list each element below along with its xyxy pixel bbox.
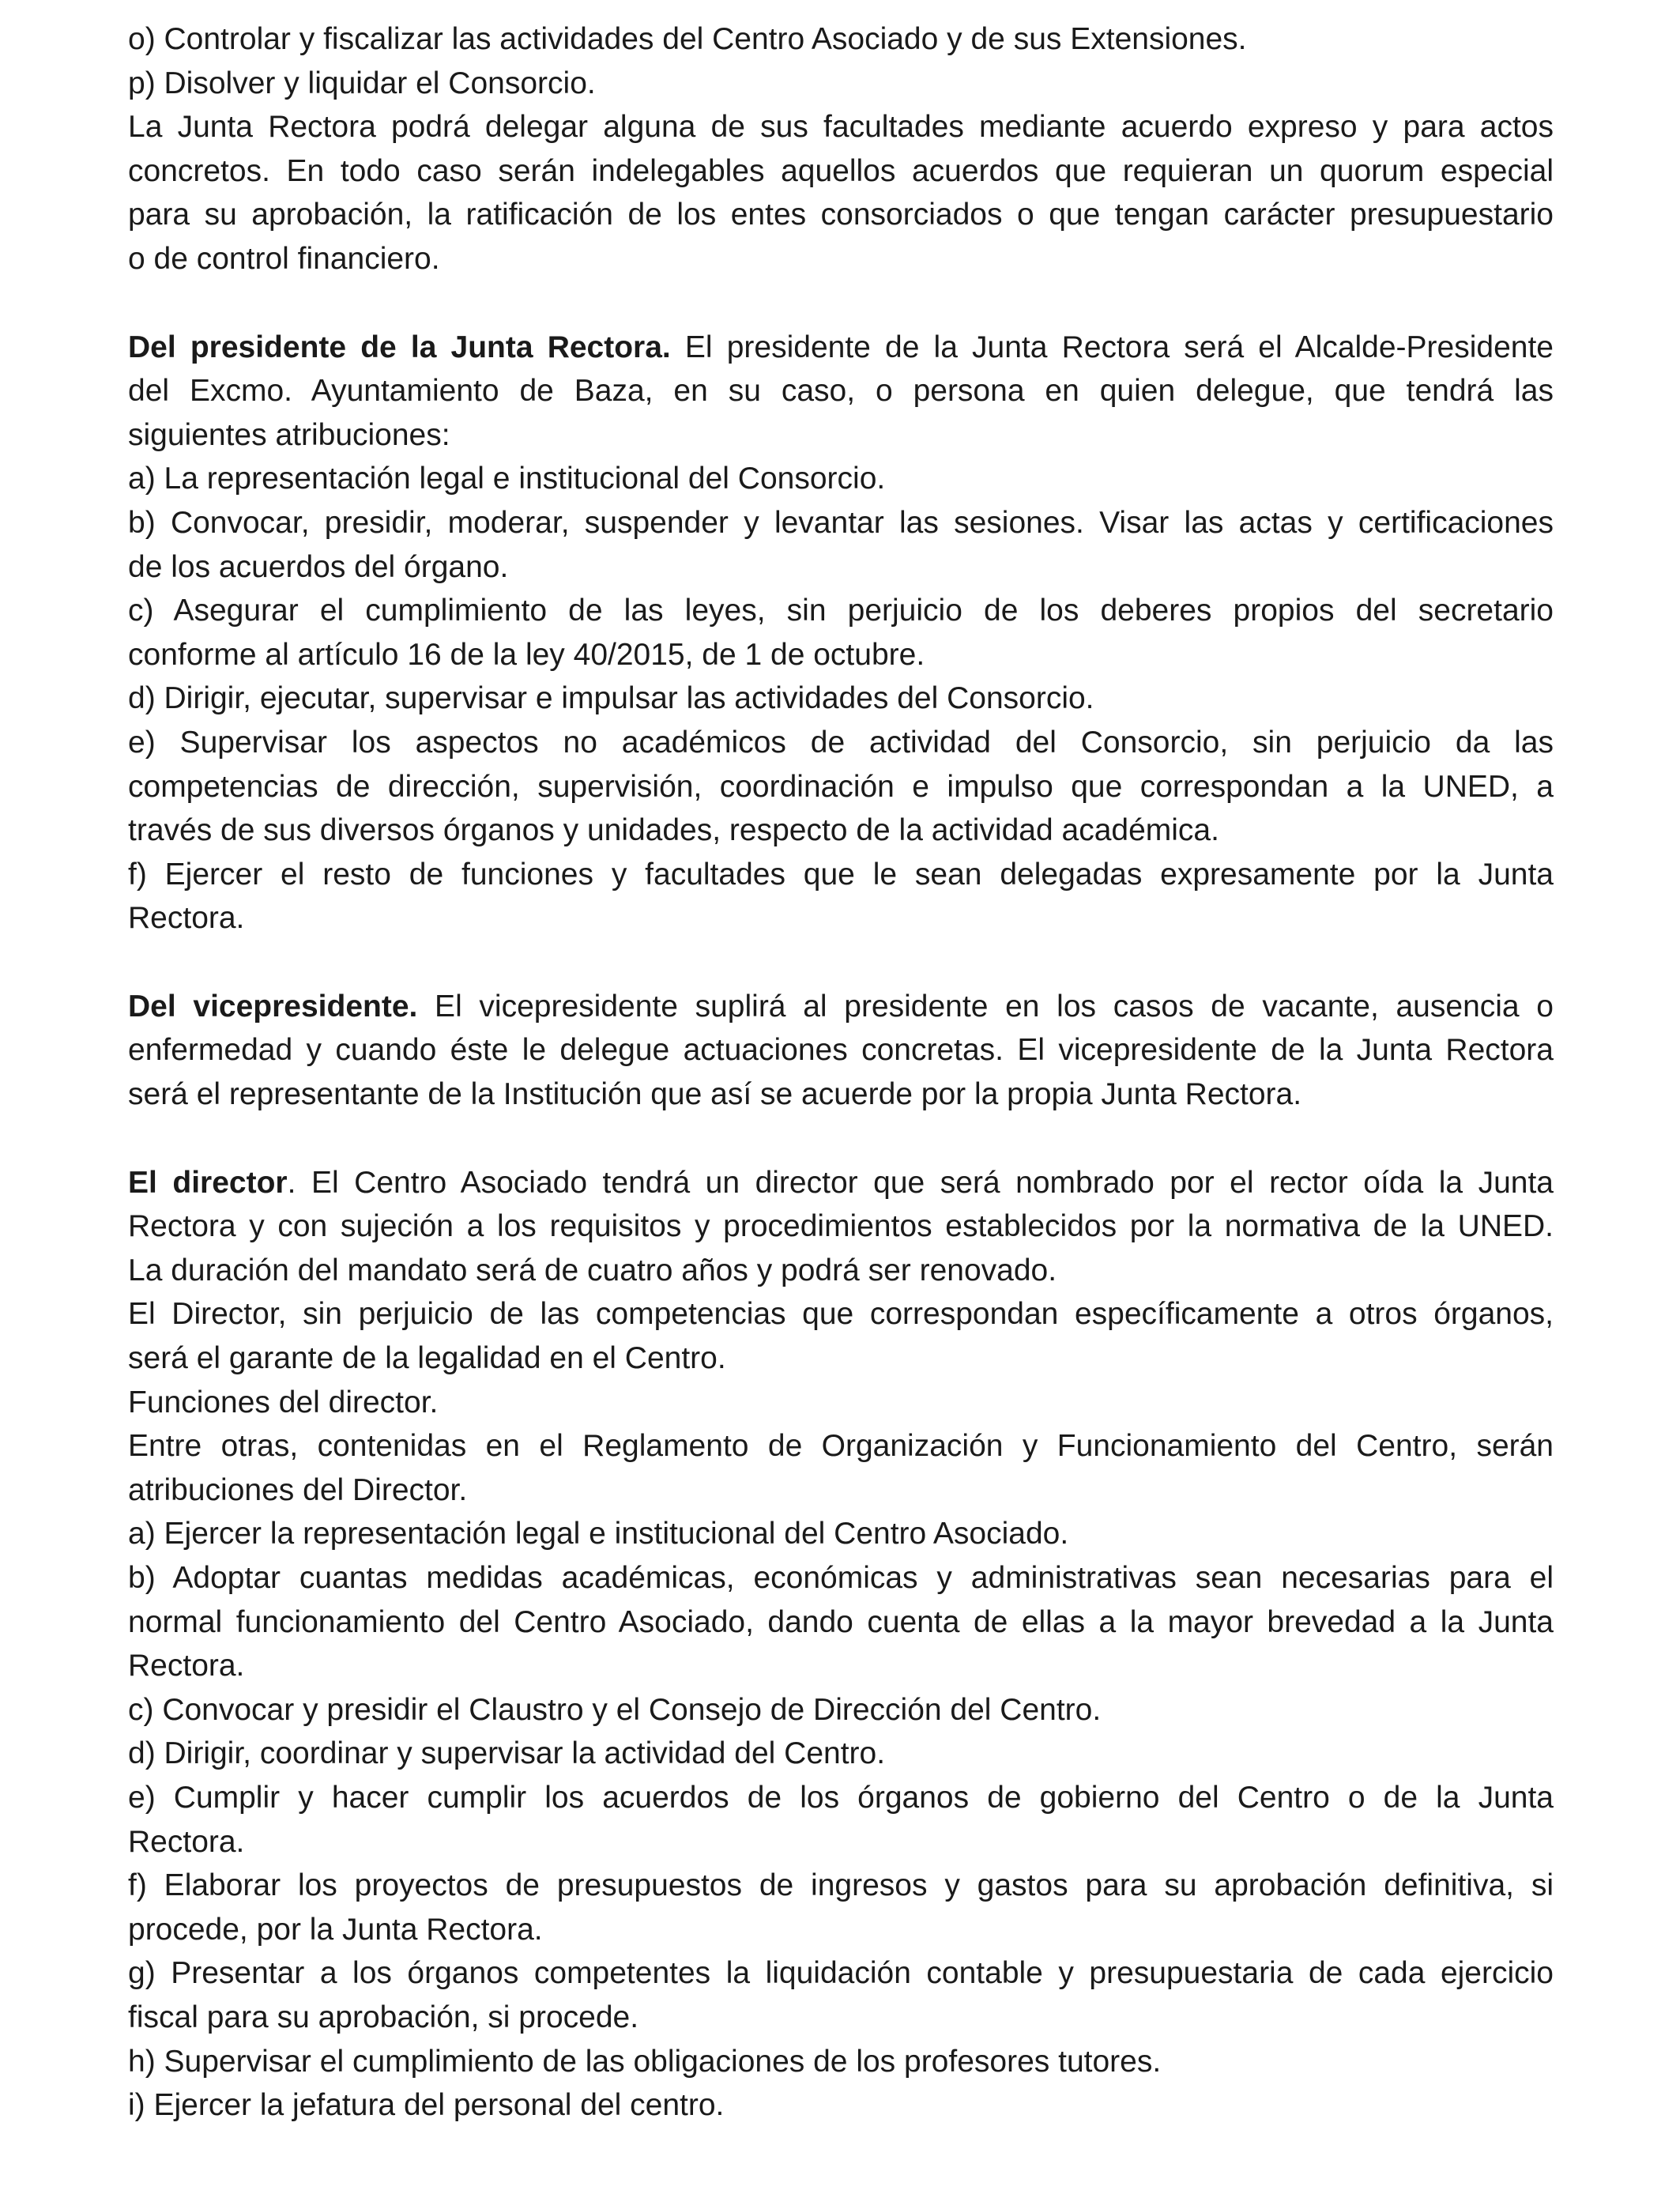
text-line: del Excmo. Ayuntamiento de Baza, en su caso, o persona en quien delegue, que tendrá las [128,374,1554,409]
section-heading-line [128,985,1554,1029]
text-line: i) Ejercer la jefatura del personal del centro. [128,2088,725,2123]
section-heading: Del presidente de la Junta Rectora. [128,330,671,364]
text-line: de los acuerdos del órgano. [128,549,509,584]
heading-line-text: . El Centro Asociado tendrá un director que será nombrado por el rector oída la Junta [287,1165,1554,1200]
text-line: o) Controlar y fiscalizar las actividades del Centro Asociado y de sus Extensiones. [128,22,1247,56]
text-line: La Junta Rectora podrá delegar alguna de sus facultades mediante acuerdo expreso y para actos [128,110,1554,145]
text-line: enfermedad y cuando éste le delegue actuaciones concretas. El vicepresidente de la Junta Rectora [128,1033,1554,1068]
text-line: atribuciones del Director. [128,1472,468,1507]
paragraph-gap [128,1117,1554,1161]
text-line: El Director, sin perjuicio de las competencias que correspondan específicamente a otros órganos, [128,1297,1554,1332]
text-line: Rectora. [128,1649,245,1683]
text-line: c) Convocar y presidir el Claustro y el Consejo de Dirección del Centro. [128,1692,1102,1727]
text-line: Entre otras, contenidas en el Reglamento de Organización y Funcionamiento del Centro, serán [128,1429,1554,1464]
text-line: será el representante de la Institución que así se acuerde por la propia Junta Rectora. [128,1077,1302,1112]
text-line: f) Ejercer el resto de funciones y facultades que le sean delegadas expresamente por la Junta [128,857,1554,892]
text-line: Rectora. [128,1824,245,1859]
text-line: b) Convocar, presidir, moderar, suspender y levantar las sesiones. Visar las actas y certificaciones [128,505,1554,540]
text-line: fiscal para su aprobación, si procede. [128,2000,639,2034]
heading-line-text: El presidente de la Junta Rectora será el Alcalde-Presidente [670,330,1554,364]
text-line: o de control financiero. [128,241,440,276]
text-line: p) Disolver y liquidar el Consorcio. [128,66,596,100]
text-line: a) Ejercer la representación legal e institucional del Centro Asociado. [128,1517,1069,1551]
text-line: Rectora. [128,901,245,936]
text-line: competencias de dirección, supervisión, coordinación e impulso que correspondan a la UNED, a [128,769,1554,804]
text-line: concretos. En todo caso serán indelegables aquellos acuerdos que requieran un quorum especial [128,153,1554,188]
text-line: conforme al artículo 16 de la ley 40/2015, de 1 de octubre. [128,637,925,672]
text-line: través de sus diversos órganos y unidades, respecto de la actividad académica. [128,813,1219,848]
section-heading-line [128,1161,1554,1205]
text-line: siguientes atribuciones: [128,417,450,452]
text-line: f) Elaborar los proyectos de presupuestos de ingresos y gastos para su aprobación definitiva, si [128,1868,1554,1903]
text-line: g) Presentar a los órganos competentes la liquidación contable y presupuestaria de cada ejercicio [128,1956,1554,1991]
text-line: para su aprobación, la ratificación de los entes consorciados o que tengan carácter presupuestario [128,198,1554,232]
paragraph-gap [128,941,1554,985]
heading-line-text: El vicepresidente suplirá al presidente en los casos de vacante, ausencia o [417,989,1554,1023]
text-line: d) Dirigir, coordinar y supervisar la actividad del Centro. [128,1736,886,1771]
section-heading-line [128,326,1554,370]
text-line: e) Cumplir y hacer cumplir los acuerdos de los órganos de gobierno del Centro o de la Junta [128,1780,1554,1815]
text-line: b) Adoptar cuantas medidas académicas, económicas y administrativas sean necesarias para el [128,1561,1554,1595]
text-line: e) Supervisar los aspectos no académicos de actividad del Consorcio, sin perjuicio da las [128,725,1554,760]
section-heading: Del vicepresidente. [128,989,418,1023]
text-line: procede, por la Junta Rectora. [128,1912,543,1947]
text-line: a) La representación legal e institucional del Consorcio. [128,462,886,496]
text-line: Rectora y con sujeción a los requisitos y procedimientos establecidos por la normativa de la UNED. [128,1209,1554,1244]
text-line: La duración del mandato será de cuatro años y podrá ser renovado. [128,1253,1057,1287]
section-heading: El director [128,1165,288,1200]
document-page [128,17,1554,2128]
text-line: h) Supervisar el cumplimiento de las obligaciones de los profesores tutores. [128,2044,1162,2079]
text-line: Funciones del director. [128,1385,439,1419]
text-line: c) Asegurar el cumplimiento de las leyes, sin perjuicio de los deberes propios del secretario [128,594,1554,628]
paragraph-gap [128,281,1554,326]
text-line: normal funcionamiento del Centro Asociado, dando cuenta de ellas a la mayor brevedad a la Junta [128,1604,1554,1639]
text-line: d) Dirigir, ejecutar, supervisar e impulsar las actividades del Consorcio. [128,681,1094,716]
text-line: será el garante de la legalidad en el Centro. [128,1341,726,1376]
